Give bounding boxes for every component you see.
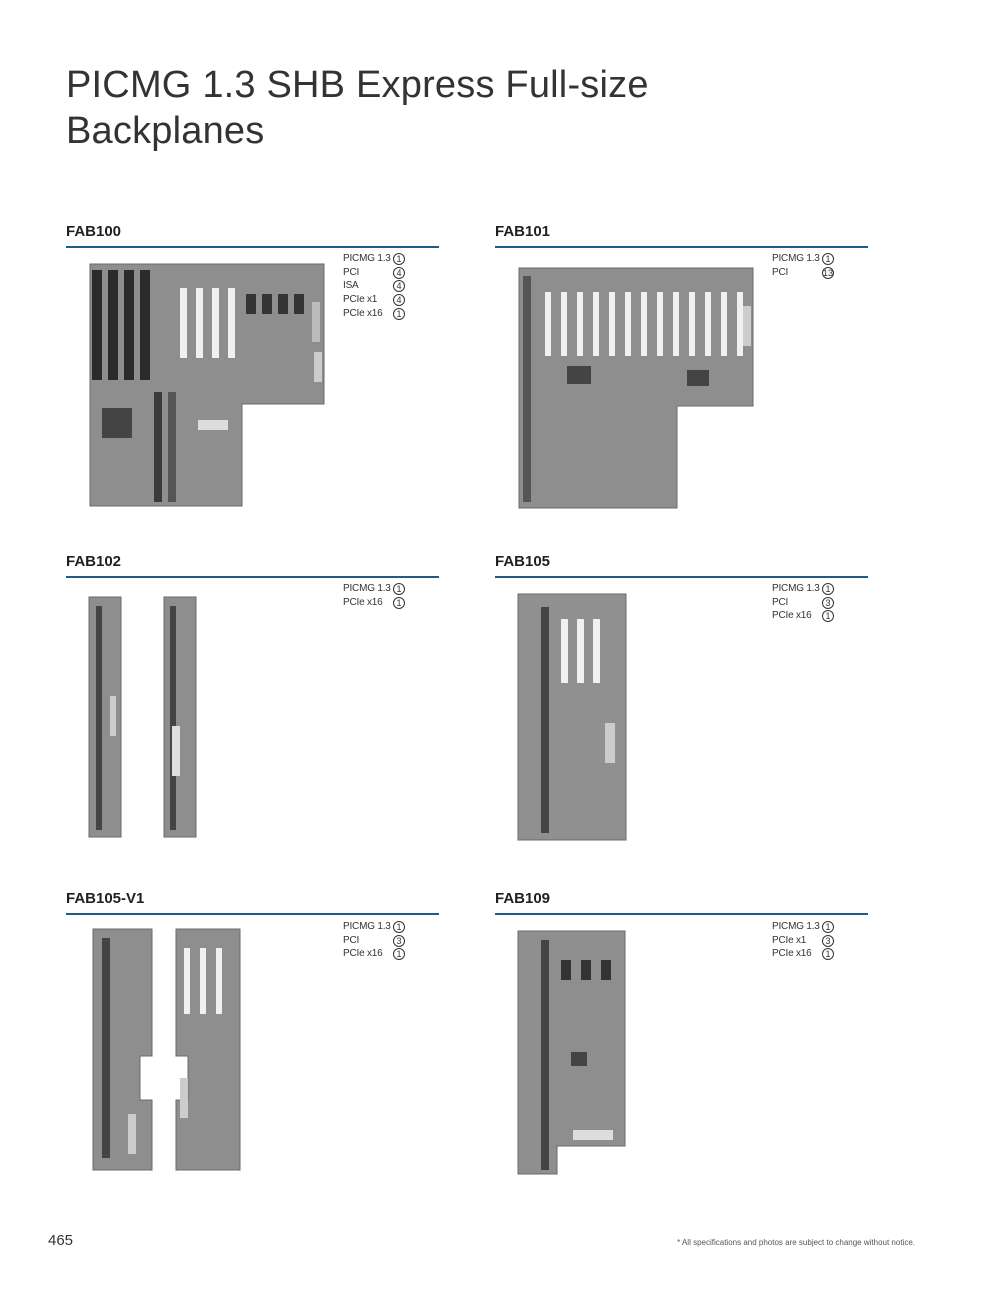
spec-count: 1 bbox=[822, 921, 834, 933]
spec-row bbox=[772, 934, 834, 948]
spec-label: PICMG 1.3 bbox=[343, 920, 391, 932]
page-title-line1: PICMG 1.3 SHB Express Full-size bbox=[66, 64, 649, 106]
spec-count: 1 bbox=[822, 948, 834, 960]
product-section-fab105-v1 bbox=[66, 890, 439, 915]
fab102-board-photo bbox=[88, 596, 198, 839]
spec-count: 4 bbox=[393, 267, 405, 279]
spec-count: 3 bbox=[822, 935, 834, 947]
spec-row bbox=[772, 596, 834, 610]
fab109-specs bbox=[772, 920, 834, 961]
spec-label: PCIe x1 bbox=[772, 934, 807, 946]
fab109-board-photo bbox=[517, 930, 629, 1178]
page-title-line2: Backplanes bbox=[66, 110, 265, 152]
product-section-fab105 bbox=[495, 553, 868, 578]
fab105-v1-specs bbox=[343, 920, 405, 961]
spec-label: PCIe x16 bbox=[772, 610, 812, 622]
spec-row bbox=[343, 307, 405, 321]
section-divider bbox=[66, 576, 439, 578]
product-name: FAB105 bbox=[495, 553, 551, 570]
spec-label: PICMG 1.3 bbox=[343, 582, 391, 594]
spec-row bbox=[343, 252, 405, 266]
spec-row bbox=[343, 596, 405, 610]
spec-row bbox=[343, 947, 405, 961]
product-name: FAB100 bbox=[66, 223, 122, 240]
fab105-specs bbox=[772, 582, 834, 623]
spec-count: 4 bbox=[393, 294, 405, 306]
spec-label: ISA bbox=[343, 280, 359, 292]
fab100-specs bbox=[343, 252, 405, 320]
spec-label: PCI bbox=[343, 934, 360, 946]
section-divider bbox=[495, 576, 868, 578]
spec-count: 13 bbox=[823, 267, 834, 278]
page-title bbox=[66, 62, 766, 154]
spec-row bbox=[772, 947, 834, 961]
spec-row bbox=[772, 252, 834, 266]
fab102-specs bbox=[343, 582, 405, 609]
section-divider bbox=[66, 246, 439, 248]
fab100-board-photo bbox=[88, 262, 328, 508]
spec-row bbox=[772, 582, 834, 596]
product-name: FAB102 bbox=[66, 553, 122, 570]
spec-row bbox=[772, 920, 834, 934]
footnote: * All specifications and photos are subject to change without notice. bbox=[677, 1238, 915, 1247]
spec-count: 1 bbox=[393, 921, 405, 933]
product-section-fab101 bbox=[495, 223, 868, 248]
section-divider bbox=[66, 913, 439, 915]
product-section-fab100 bbox=[66, 223, 439, 248]
fab105-v1-board-photo bbox=[92, 928, 242, 1172]
spec-row bbox=[343, 920, 405, 934]
spec-label: PCI bbox=[772, 596, 789, 608]
spec-count: 3 bbox=[822, 597, 834, 609]
spec-row bbox=[343, 266, 405, 280]
spec-row bbox=[343, 582, 405, 596]
spec-count: 1 bbox=[822, 583, 834, 595]
spec-count: 1 bbox=[393, 597, 405, 609]
section-divider bbox=[495, 913, 868, 915]
spec-label: PICMG 1.3 bbox=[772, 582, 820, 594]
spec-label: PCIe x16 bbox=[343, 596, 383, 608]
spec-row bbox=[772, 609, 834, 623]
product-section-fab109 bbox=[495, 890, 868, 915]
fab101-board-photo bbox=[517, 266, 757, 511]
spec-row bbox=[772, 266, 834, 280]
spec-count: 1 bbox=[393, 308, 405, 320]
spec-label: PCIe x1 bbox=[343, 293, 378, 305]
spec-count: 1 bbox=[393, 583, 405, 595]
product-name: FAB109 bbox=[495, 890, 551, 907]
page-number: 465 bbox=[48, 1232, 74, 1249]
spec-count: 1 bbox=[393, 948, 405, 960]
spec-label: PICMG 1.3 bbox=[343, 252, 391, 264]
spec-label: PCIe x16 bbox=[772, 948, 812, 960]
spec-label: PCIe x16 bbox=[343, 307, 383, 319]
spec-label: PICMG 1.3 bbox=[772, 920, 820, 932]
spec-label: PCI bbox=[343, 266, 360, 278]
spec-row bbox=[343, 293, 405, 307]
spec-row bbox=[343, 279, 405, 293]
section-divider bbox=[495, 246, 868, 248]
spec-count: 1 bbox=[393, 253, 405, 265]
spec-label: PCI bbox=[772, 266, 789, 278]
fab101-specs bbox=[772, 252, 834, 279]
spec-label: PICMG 1.3 bbox=[772, 252, 820, 264]
product-section-fab102 bbox=[66, 553, 439, 578]
spec-count: 3 bbox=[393, 935, 405, 947]
spec-count: 1 bbox=[822, 610, 834, 622]
spec-count: 4 bbox=[393, 280, 405, 292]
spec-label: PCIe x16 bbox=[343, 948, 383, 960]
product-name: FAB105-V1 bbox=[66, 890, 145, 907]
product-name: FAB101 bbox=[495, 223, 551, 240]
spec-row bbox=[343, 934, 405, 948]
spec-count: 1 bbox=[822, 253, 834, 265]
fab105-board-photo bbox=[517, 593, 629, 843]
